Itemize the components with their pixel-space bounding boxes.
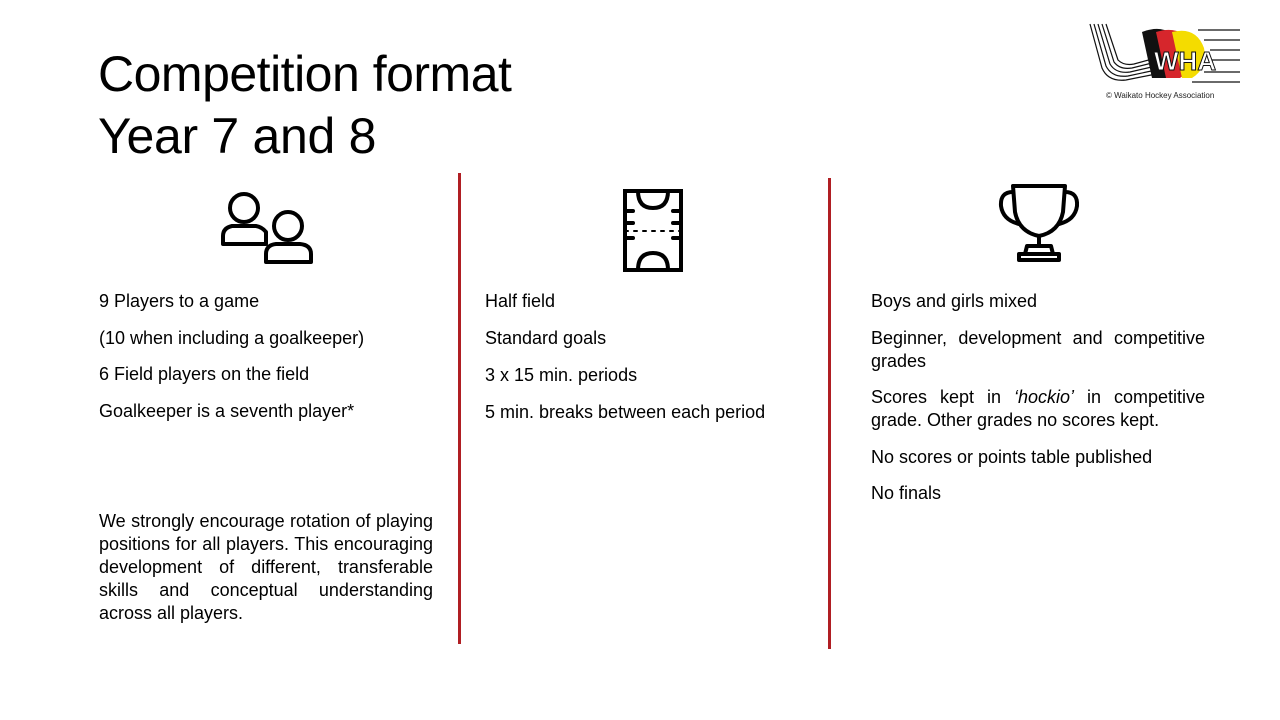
list-item: Boys and girls mixed xyxy=(871,291,1038,311)
list-item: No finals xyxy=(871,483,942,503)
list-item: No scores or points table published xyxy=(871,446,1153,467)
list-item: Half field xyxy=(485,291,556,311)
scores-item xyxy=(871,386,1205,432)
trophy-icon xyxy=(997,182,1081,264)
field-column xyxy=(485,290,805,438)
column-divider-1 xyxy=(458,173,461,644)
scores-text: Scores kept in xyxy=(871,387,1014,407)
list-item: Standard goals xyxy=(485,328,607,348)
wha-logo xyxy=(1086,20,1242,104)
grades-column xyxy=(871,290,1205,519)
hockey-field-icon xyxy=(620,188,686,274)
list-item: 5 min. breaks between each period xyxy=(485,402,766,422)
wha-logo-graphic xyxy=(1086,20,1242,88)
list-item: Beginner, development and competitive grades xyxy=(871,327,1205,371)
hockio-term: ‘hockio’ xyxy=(1013,387,1074,407)
list-item: 9 Players to a game xyxy=(99,291,260,311)
list-item: Goalkeeper is a seventh player* xyxy=(99,400,355,421)
users-icon xyxy=(218,188,316,268)
scores-text-rest: in competitive grade. Other grades no scores kept. xyxy=(871,387,1205,430)
logo-lettering: WHA xyxy=(1154,46,1217,76)
column-divider-2 xyxy=(828,178,831,649)
list-item: 6 Field players on the field xyxy=(99,364,310,384)
list-item: 3 x 15 min. periods xyxy=(485,365,638,385)
slide-subtitle: Year 7 and 8 xyxy=(98,108,377,164)
list-item: (10 when including a goalkeeper) xyxy=(99,327,365,348)
logo-caption: © Waikato Hockey Association xyxy=(1106,91,1215,100)
players-column xyxy=(99,290,439,436)
slide-title: Competition format xyxy=(98,46,512,102)
rotation-note: We strongly encourage rotation of playing positions for all players. This encouraging development of different, transferable skills and conceptual understanding across all players. xyxy=(99,511,433,623)
